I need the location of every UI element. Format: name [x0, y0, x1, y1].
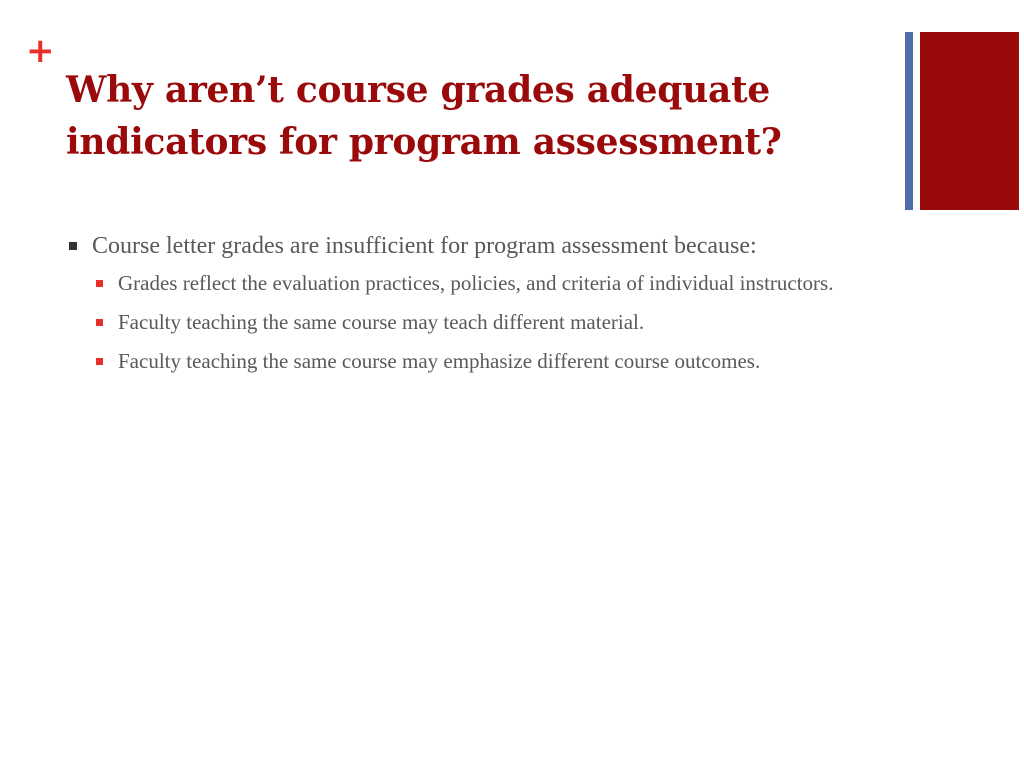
plus-icon: +	[26, 31, 55, 71]
square-bullet-icon	[69, 242, 77, 250]
slide-title: Why aren’t course grades adequate indicators for program assessment?	[66, 69, 782, 163]
sub-bullet-item	[92, 307, 906, 338]
accent-block-red	[920, 32, 1019, 210]
bullet-text: Course letter grades are insufficient for program assessment because:	[92, 233, 757, 259]
sub-bullet-list	[92, 268, 906, 377]
sub-bullet-item	[92, 268, 906, 299]
sub-bullet-text: Grades reflect the evaluation practices, policies, and criteria of individual instructors.	[118, 271, 834, 295]
square-bullet-icon	[96, 358, 103, 365]
accent-bar-blue	[905, 32, 913, 210]
bullet-item	[66, 230, 906, 262]
sub-bullet-item	[92, 346, 906, 377]
square-bullet-icon	[96, 280, 103, 287]
sub-bullet-text: Faculty teaching the same course may teach different material.	[118, 310, 645, 334]
square-bullet-icon	[96, 319, 103, 326]
slide-content	[66, 230, 906, 385]
sub-bullet-text: Faculty teaching the same course may emphasize different course outcomes.	[118, 349, 761, 373]
